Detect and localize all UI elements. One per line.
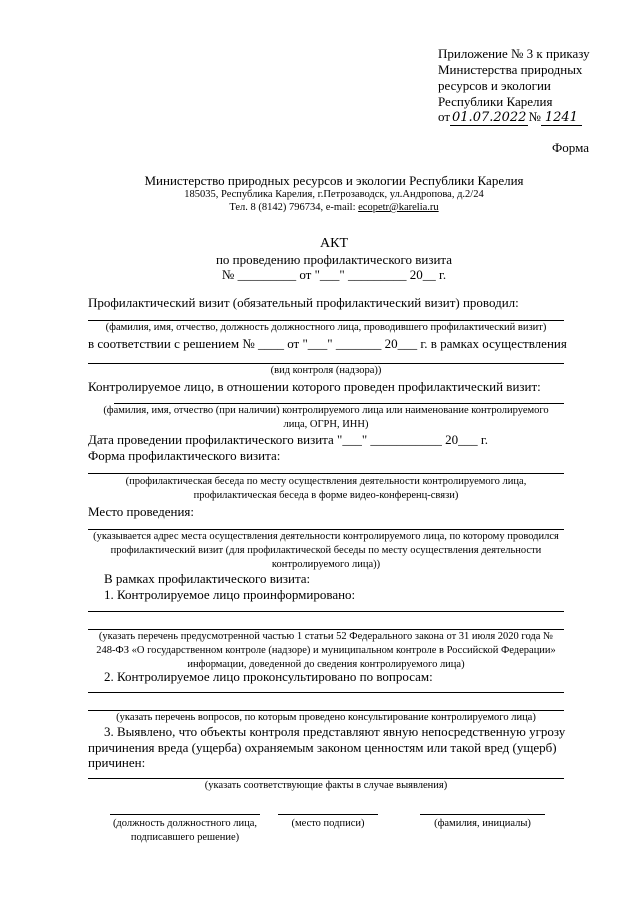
item-3-caption: (указать соответствующие факты в случае выявления)	[204, 780, 448, 791]
visit-date-line: Дата проведении профилактического визита "___" ___________ 20___ г.	[88, 432, 489, 447]
visit-form-fill-line[interactable]	[88, 473, 564, 474]
item-1-fill-line-1[interactable]	[88, 611, 564, 612]
controlled-label: Контролируемое лицо, в отношении которого проведен профилактический визит:	[88, 379, 541, 394]
item-3-line-3: причинен:	[88, 755, 146, 770]
appendix-line-2: Министерства природных	[438, 62, 583, 77]
appendix-line-1: Приложение № 3 к приказу	[438, 46, 590, 61]
item-3-line-1: 3. Выявлено, что объекты контроля представляют явную непосредственную угрозу	[104, 724, 566, 739]
ministry-address: 185035, Республика Карелия, г.Петрозаводск, ул.Андропова, д.2/24	[184, 189, 484, 200]
visit-form-caption-1: (профилактическая беседа по месту осуществления деятельности контролируемого лица,	[125, 476, 527, 487]
visit-form-label: Форма профилактического визита:	[88, 448, 281, 463]
number-prefix: №	[528, 109, 541, 124]
control-type-caption: (вид контроля (надзора))	[270, 365, 382, 376]
appendix-line-4: Республики Карелия	[438, 94, 553, 109]
item-1-caption-2: 248-ФЗ «О государственном контроле (надзоре) и муниципальном контроле в Российской Федерации»	[96, 645, 556, 656]
name-caption: (фамилия, инициалы)	[434, 818, 531, 829]
position-signature-line[interactable]	[110, 814, 260, 815]
name-signature-line[interactable]	[420, 814, 545, 815]
place-label: Место проведения:	[88, 504, 195, 519]
within-label: В рамках профилактического визита:	[104, 571, 311, 586]
date-prefix: от	[438, 109, 451, 124]
controlled-caption-1: (фамилия, имя, отчество (при наличии) контролируемого лица или наименование контролируемого	[103, 405, 549, 416]
position-caption-2: подписавшего решение)	[130, 832, 240, 843]
signature-caption: (место подписи)	[291, 818, 365, 829]
item-2-caption: (указать перечень вопросов, по которым проведено консультирование контролируемого лица)	[116, 712, 536, 723]
place-caption-2: профилактический визит (для профилактической беседы по месту осуществления деятельности	[110, 545, 542, 556]
item-3-line-2: причинения вреда (ущерба) охраняемым законом ценностям или такой вред (ущерб)	[88, 740, 557, 755]
place-caption-1: (указывается адрес места осуществления деятельности контролируемого лица, по которому проводился	[93, 531, 559, 542]
item-2-fill-line-1[interactable]	[88, 692, 564, 693]
email-link[interactable]: ecopetr@karelia.ru	[358, 202, 439, 213]
item-1-caption-1: (указать перечень предусмотренной частью 1 статьи 52 Федерального закона от 31 июля 2020 года №	[98, 631, 554, 642]
position-caption-1: (должность должностного лица,	[112, 818, 258, 829]
visit-form-caption-2: профилактическая беседа в форме видео-конференц-связи)	[193, 490, 459, 501]
document-title: АКТ	[320, 236, 348, 251]
place-caption-3: контролируемого лица))	[271, 559, 381, 570]
item-2-label: 2. Контролируемое лицо проконсультировано по вопросам:	[104, 669, 433, 684]
handwritten-date: 01.07.2022	[452, 110, 527, 125]
document-number-line: № _________ от "___" _________ 20__ г.	[221, 267, 447, 282]
ministry-name: Министерство природных ресурсов и экологии Республики Карелия	[144, 173, 524, 188]
appendix-date-line	[438, 109, 582, 125]
decision-line: в соответствии с решением № ____ от "___" _______ 20___ г. в рамках осуществления	[88, 336, 567, 351]
conducted-label: Профилактический визит (обязательный профилактический визит) проводил:	[88, 295, 519, 310]
handwritten-number: 1241	[541, 110, 582, 126]
item-1-label: 1. Контролируемое лицо проинформировано:	[104, 587, 356, 602]
appendix-line-3: ресурсов и экологии	[438, 78, 551, 93]
controlled-caption-2: лица, ОГРН, ИНН)	[283, 419, 369, 430]
contacts-phone: Тел. 8 (8142) 796734, e-mail:	[229, 202, 359, 213]
ministry-contacts	[0, 202, 640, 213]
form-label: Форма	[552, 140, 589, 155]
document-subtitle: по проведению профилактического визита	[215, 252, 453, 267]
official-caption: (фамилия, имя, отчество, должность должностного лица, проводившего профилактический визит)	[105, 322, 547, 333]
item-1-caption-3: информации, доведенной до сведения контролируемого лица)	[187, 659, 465, 670]
signature-place-line[interactable]	[278, 814, 378, 815]
